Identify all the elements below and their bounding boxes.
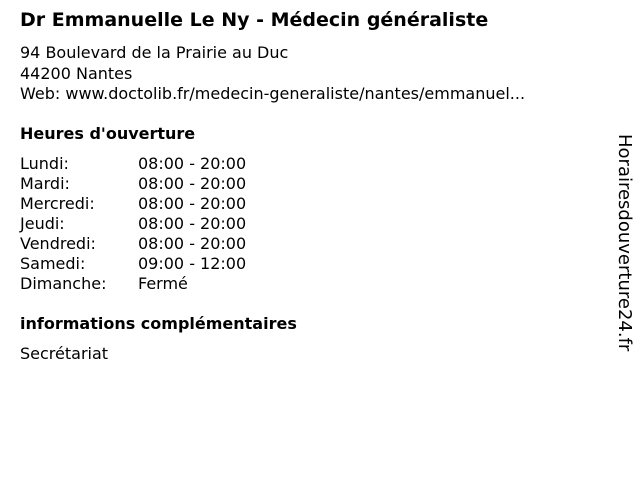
additional-info-heading: informations complémentaires (20, 314, 297, 333)
hours-row-friday (20, 234, 280, 254)
hours-row-sunday (20, 274, 280, 294)
day-label: Dimanche: (20, 274, 107, 293)
website-link[interactable]: Web: www.doctolib.fr/medecin-generaliste/nantes/emmanuel... (20, 84, 526, 103)
day-hours: 08:00 - 20:00 (138, 194, 247, 213)
day-label: Lundi: (20, 154, 69, 173)
day-hours: 09:00 - 12:00 (138, 254, 247, 273)
site-watermark: Horairesdouverture24.fr (614, 134, 635, 352)
day-label: Jeudi: (20, 214, 65, 233)
hours-row-saturday (20, 254, 280, 274)
day-hours: Fermé (138, 274, 188, 293)
additional-info-text: Secrétariat (20, 344, 109, 363)
hours-row-tuesday (20, 174, 280, 194)
hours-row-thursday (20, 214, 280, 234)
day-hours: 08:00 - 20:00 (138, 174, 247, 193)
opening-hours-heading: Heures d'ouverture (20, 124, 196, 143)
day-hours: 08:00 - 20:00 (138, 214, 247, 233)
day-hours: 08:00 - 20:00 (138, 234, 247, 253)
page-title: Dr Emmanuelle Le Ny - Médecin généraliste (20, 9, 489, 31)
day-label: Vendredi: (20, 234, 96, 253)
day-label: Mardi: (20, 174, 70, 193)
day-label: Samedi: (20, 254, 86, 273)
address-city: 44200 Nantes (20, 64, 133, 83)
hours-row-monday (20, 154, 280, 174)
address-street: 94 Boulevard de la Prairie au Duc (20, 43, 289, 62)
day-label: Mercredi: (20, 194, 95, 213)
day-hours: 08:00 - 20:00 (138, 154, 247, 173)
hours-row-wednesday (20, 194, 280, 214)
